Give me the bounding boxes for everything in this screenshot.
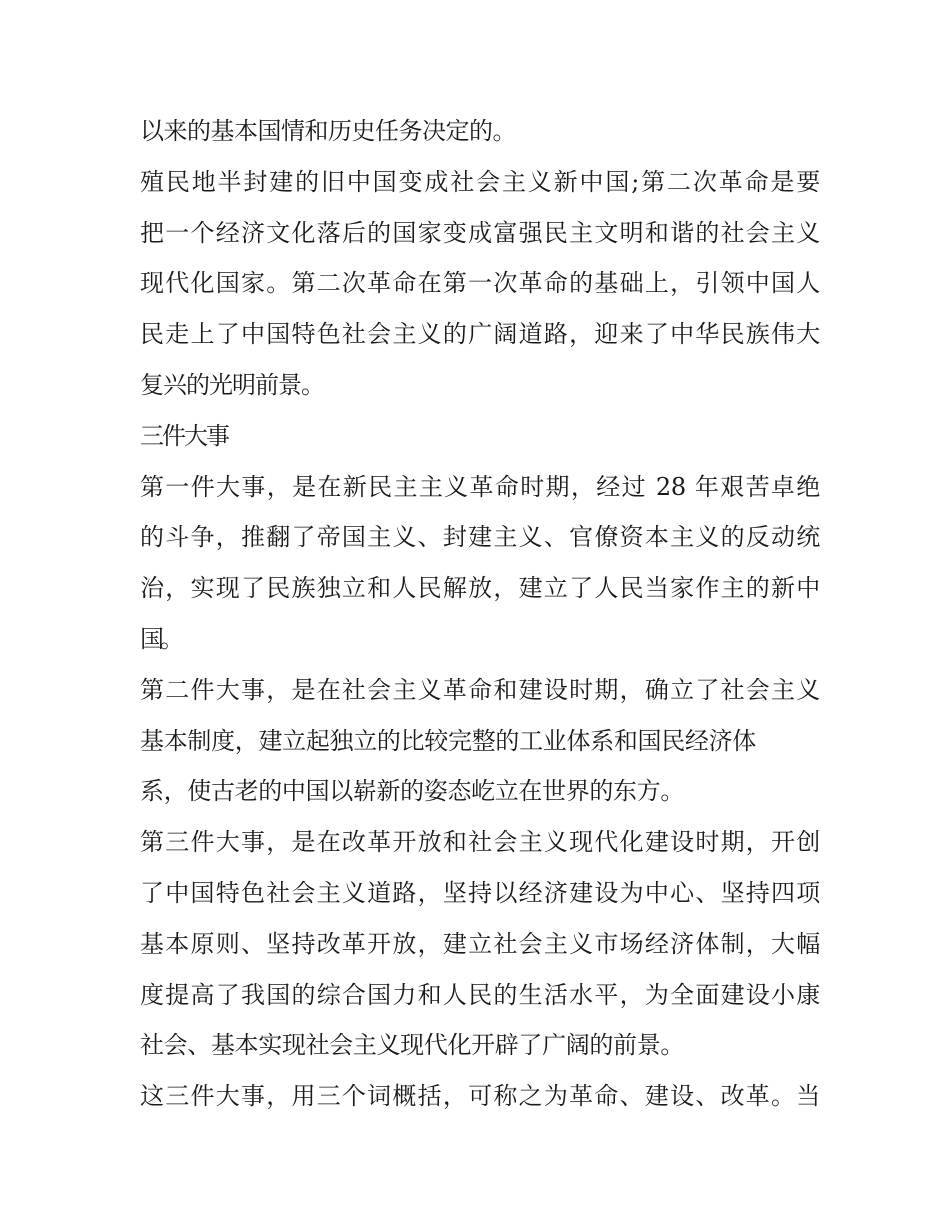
- text-line: 第三件大事，是在改革开放和社会主义现代化建设时期，开创: [140, 828, 820, 857]
- text-line: 殖民地半封建的旧中国变成社会主义新中国;第二次革命是要: [140, 167, 820, 196]
- text-line: 国。: [140, 624, 180, 653]
- text-line: 以来的基本国情和历史任务决定的。: [140, 117, 516, 145]
- text-line: 的斗争，推翻了帝国主义、封建主义、官僚资本主义的反动统: [140, 523, 820, 552]
- text-line: 度提高了我国的综合国力和人民的生活水平，为全面建设小康: [140, 980, 820, 1009]
- document-body: [140, 106, 820, 1122]
- text-line: 系，使古老的中国以崭新的姿态屹立在世界的东方。: [140, 777, 684, 806]
- text-line: 第一件大事，是在新民主主义革命时期，经过 28 年艰苦卓绝: [140, 472, 820, 501]
- text-line: 社会、基本实现社会主义现代化开辟了广阔的前景。: [140, 1031, 684, 1060]
- text-line: 复兴的光明前景。: [140, 370, 324, 399]
- section-heading: 三件大事: [140, 421, 228, 450]
- text-line: 把一个经济文化落后的国家变成富强民主文明和谐的社会主义: [140, 218, 820, 247]
- text-line: 基本原则、坚持改革开放，建立社会主义市场经济体制，大幅: [140, 929, 820, 958]
- text-line: 基本制度，建立起独立的比较完整的工业体系和国民经济体: [140, 726, 756, 755]
- text-line: 现代化国家。第二次革命在第一次革命的基础上，引领中国人: [140, 269, 820, 298]
- text-line: 这三件大事，用三个词概括，可称之为革命、建设、改革。当: [140, 1082, 820, 1111]
- text-line: 第二件大事，是在社会主义革命和建设时期，确立了社会主义: [140, 675, 820, 704]
- text-line: 治，实现了民族独立和人民解放，建立了人民当家作主的新中: [140, 574, 820, 603]
- text-line: 民走上了中国特色社会主义的广阔道路，迎来了中华民族伟大: [140, 320, 820, 349]
- text-line: 了中国特色社会主义道路，坚持以经济建设为中心、坚持四项: [140, 878, 820, 907]
